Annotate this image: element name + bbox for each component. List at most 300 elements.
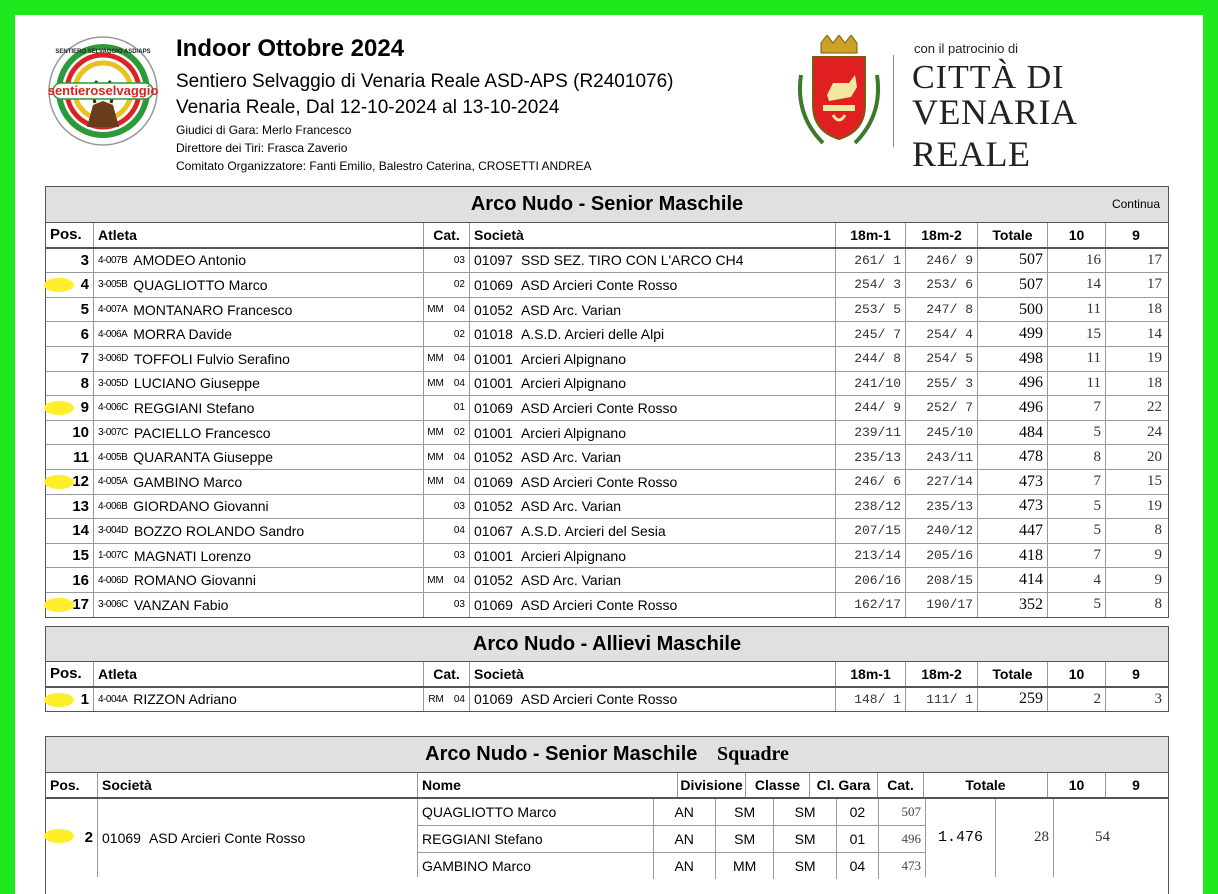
table-row (46, 470, 1168, 495)
results-page (15, 15, 1203, 894)
row-18m-1: 253/ 5 (836, 298, 906, 322)
row-9: 24 (1147, 424, 1162, 441)
row-18m-2: 205/16 (906, 544, 978, 568)
societa-code: 01069 (474, 399, 513, 416)
row-societa (470, 688, 836, 712)
table-row (46, 544, 1168, 569)
row-10: 11 (1048, 347, 1106, 371)
table-title-suffix: Squadre (716, 743, 789, 765)
athlete-name: GAMBINO Marco (133, 473, 243, 490)
row-cat-value: 03 (453, 599, 465, 611)
societa-name: ASD Arcieri Conte Rosso (520, 399, 678, 416)
row-cat (424, 688, 470, 712)
athlete-name: PACIELLO Francesco (133, 424, 271, 441)
row-totale: 484 (978, 421, 1048, 445)
row-cat (424, 347, 470, 371)
row-pos (46, 688, 94, 712)
athlete-code: 4-007A (98, 304, 128, 316)
row-18m-2: 190/17 (906, 593, 978, 617)
member-score: 496 (901, 830, 921, 846)
row-9: 22 (1147, 399, 1162, 416)
col-10: 10 (1048, 223, 1106, 247)
row-10: 7 (1048, 544, 1106, 568)
row-totale: 507 (978, 249, 1048, 273)
societa-name: A.S.D. Arcieri delle Alpi (520, 326, 665, 343)
row-cat-value: 04 (453, 451, 465, 463)
row-pos-value: 12 (72, 473, 89, 491)
row-pos (46, 322, 94, 346)
athlete-name: VANZAN Fabio (133, 596, 229, 613)
col-pos: Pos. (46, 662, 94, 686)
athlete-code: 4-006C (98, 402, 128, 414)
row-18m-1: 246/ 6 (836, 470, 906, 494)
row-9: 18 (1147, 301, 1162, 318)
athlete-name: AMODEO Antonio (133, 252, 247, 269)
row-18m-1: 148/ 1 (836, 688, 906, 712)
row-pos-value: 9 (80, 399, 89, 417)
club-logo (47, 35, 159, 147)
col-totale: Totale (924, 773, 1048, 797)
row-cat-value: 03 (453, 254, 465, 266)
row-cat (424, 372, 470, 396)
row-pos (46, 372, 94, 396)
row-9: 3 (1154, 690, 1162, 707)
col-10: 10 (1048, 773, 1106, 797)
col-cl-gara: Cl. Gara (810, 773, 878, 797)
member-divisione: AN (654, 799, 716, 825)
row-pos (46, 470, 94, 494)
table-row (46, 688, 1168, 712)
row-pos (46, 396, 94, 420)
row-societa (470, 372, 836, 396)
row-10: 5 (1048, 421, 1106, 445)
row-10: 5 (1048, 593, 1106, 617)
patronage-label: con il patrocinio di (914, 41, 1019, 56)
table-body (46, 688, 1168, 712)
col-totale: Totale (978, 223, 1048, 247)
row-pos-value: 1 (80, 690, 89, 708)
societa-code: 01001 (474, 375, 513, 392)
athlete-name: RIZZON Adriano (133, 691, 237, 708)
row-pos-value: 8 (80, 374, 89, 392)
row-18m-2: 253/ 6 (906, 273, 978, 297)
results-table-senior (45, 186, 1169, 618)
results-table-allievi (45, 626, 1169, 712)
athlete-code: 3-007C (98, 427, 128, 439)
member-name: GAMBINO Marco (418, 853, 654, 879)
table-row (46, 396, 1168, 421)
societa-name: Arcieri Alpignano (520, 547, 626, 564)
table-row (46, 298, 1168, 323)
row-cat (424, 445, 470, 469)
row-10: 7 (1048, 396, 1106, 420)
societa-code: 01069 (474, 473, 513, 490)
row-pos (46, 519, 94, 543)
city-name-line2: VENARIA REALE (912, 92, 1076, 174)
societa-name: ASD Arc. Varian (520, 572, 622, 589)
societa-code: 01097 (474, 252, 513, 269)
team-member-row (418, 853, 925, 879)
row-10: 4 (1048, 568, 1106, 592)
row-atleta (94, 470, 424, 494)
row-pos-value: 16 (72, 571, 89, 589)
col-societa: Società (98, 773, 418, 797)
row-18m-1: 261/ 1 (836, 249, 906, 273)
row-cat (424, 568, 470, 592)
col-classe: Classe (746, 773, 810, 797)
table-header-row (46, 662, 1168, 688)
row-pos-value: 4 (80, 276, 89, 294)
athlete-code: 4-004A (98, 693, 128, 705)
row-atleta (94, 568, 424, 592)
row-cat-value: 02 (453, 279, 465, 291)
row-cat (424, 273, 470, 297)
col-10: 10 (1048, 662, 1106, 686)
row-pos (46, 421, 94, 445)
city-name-line1: CITTÀ DI (912, 59, 1065, 96)
row-cat-value: 02 (453, 427, 465, 439)
member-cat: 04 (837, 853, 879, 879)
athlete-code: 3-006C (98, 599, 128, 611)
team-10: 28 (996, 799, 1054, 877)
member-cl-gara: SM (774, 799, 836, 825)
row-9: 14 (1147, 325, 1162, 342)
row-totale: 496 (978, 396, 1048, 420)
row-totale: 447 (978, 519, 1048, 543)
athlete-name: LUCIANO Giuseppe (133, 375, 260, 392)
table-row (46, 421, 1168, 446)
athlete-name: ROMANO Giovanni (133, 572, 256, 589)
row-cat-value: 04 (453, 304, 465, 316)
col-9: 9 (1132, 776, 1140, 793)
row-class: MM (427, 353, 444, 365)
event-dates: Venaria Reale, Dal 12-10-2024 al 13-10-2024 (176, 97, 560, 118)
row-18m-1: 239/11 (836, 421, 906, 445)
row-9: 9 (1154, 547, 1162, 564)
row-atleta (94, 495, 424, 519)
judges-line: Giudici di Gara: Merlo Francesco (176, 123, 352, 137)
athlete-name: BOZZO ROLANDO Sandro (133, 522, 305, 539)
athlete-name: MONTANARO Francesco (133, 301, 293, 318)
row-cat-value: 04 (453, 353, 465, 365)
athlete-code: 3-004D (98, 525, 128, 537)
societa-name: ASD Arcieri Conte Rosso (520, 596, 678, 613)
societa-code: 01052 (474, 301, 513, 318)
row-pos (46, 445, 94, 469)
city-emblem (793, 35, 885, 153)
row-societa (470, 445, 836, 469)
col-pos: Pos. (46, 773, 98, 797)
director-line: Direttore dei Tiri: Frasca Zaverio (176, 141, 348, 155)
row-10: 14 (1048, 273, 1106, 297)
results-table-teams (45, 736, 1169, 894)
team-soc-name: ASD Arcieri Conte Rosso (148, 829, 306, 846)
member-cat: 01 (837, 826, 879, 852)
col-totale: Totale (978, 662, 1048, 686)
row-class: MM (427, 476, 444, 488)
row-9: 8 (1154, 596, 1162, 613)
athlete-name: MORRA Davide (133, 326, 233, 343)
row-9: 20 (1147, 448, 1162, 465)
highlight-mark (44, 475, 74, 489)
row-class: RM (428, 693, 444, 705)
row-pos-value: 5 (80, 301, 89, 319)
athlete-code: 4-006B (98, 500, 128, 512)
row-totale: 500 (978, 298, 1048, 322)
row-cat (424, 249, 470, 273)
row-18m-1: 238/12 (836, 495, 906, 519)
row-totale: 418 (978, 544, 1048, 568)
highlight-mark (44, 278, 74, 292)
row-class: MM (427, 427, 444, 439)
athlete-code: 4-006A (98, 328, 128, 340)
row-totale: 499 (978, 322, 1048, 346)
athlete-name: QUAGLIOTTO Marco (133, 276, 268, 293)
member-cat: 02 (837, 799, 879, 825)
societa-name: ASD Arc. Varian (520, 449, 622, 466)
societa-code: 01052 (474, 572, 513, 589)
row-class: MM (427, 574, 444, 586)
societa-name: ASD Arcieri Conte Rosso (520, 276, 678, 293)
societa-code: 01052 (474, 449, 513, 466)
highlight-mark (44, 598, 74, 612)
row-10: 11 (1048, 372, 1106, 396)
table-row (46, 593, 1168, 617)
col-atleta: Atleta (94, 223, 424, 247)
continua-label: Continua (1111, 197, 1160, 211)
table-row (46, 372, 1168, 397)
row-societa (470, 347, 836, 371)
row-cat (424, 544, 470, 568)
row-totale: 498 (978, 347, 1048, 371)
member-score: 473 (901, 857, 921, 873)
table-row (46, 519, 1168, 544)
row-18m-2: 255/ 3 (906, 372, 978, 396)
row-cat (424, 593, 470, 617)
highlight-mark (44, 693, 74, 707)
row-societa (470, 519, 836, 543)
row-10: 2 (1048, 688, 1106, 712)
societa-name: Arcieri Alpignano (520, 350, 626, 367)
row-societa (470, 421, 836, 445)
row-pos (46, 273, 94, 297)
societa-code: 01069 (474, 596, 513, 613)
row-totale: 496 (978, 372, 1048, 396)
table-header-row (46, 223, 1168, 249)
row-societa (470, 298, 836, 322)
row-cat-value: 03 (453, 500, 465, 512)
row-pos-value: 6 (80, 325, 89, 343)
highlight-mark (44, 829, 74, 843)
societa-code: 01001 (474, 350, 513, 367)
row-atleta (94, 445, 424, 469)
row-atleta (94, 519, 424, 543)
team-pos-value: 2 (84, 829, 93, 847)
row-cat-value: 04 (453, 574, 465, 586)
row-societa (470, 544, 836, 568)
row-18m-1: 207/15 (836, 519, 906, 543)
row-10: 5 (1048, 519, 1106, 543)
event-header (176, 35, 673, 175)
row-cat (424, 298, 470, 322)
table-header-row (46, 773, 1168, 799)
societa-name: Arcieri Alpignano (520, 375, 626, 392)
member-classe: SM (716, 799, 775, 825)
row-totale: 473 (978, 495, 1048, 519)
club-logo-text: sentieroselvaggio (47, 83, 159, 98)
col-18m-2: 18m-2 (906, 662, 978, 686)
row-18m-1: 254/ 3 (836, 273, 906, 297)
row-10: 15 (1048, 322, 1106, 346)
member-divisione: AN (654, 826, 716, 852)
societa-name: ASD Arcieri Conte Rosso (520, 473, 678, 490)
member-name: QUAGLIOTTO Marco (418, 799, 654, 825)
committee-line: Comitato Organizzatore: Fanti Emilio, Balestro Caterina, CROSETTI ANDREA (176, 159, 592, 173)
athlete-name: MAGNATI Lorenzo (133, 547, 252, 564)
row-10: 16 (1048, 249, 1106, 273)
row-18m-2: 246/ 9 (906, 249, 978, 273)
societa-code: 01052 (474, 498, 513, 515)
table-row (46, 568, 1168, 593)
row-totale: 478 (978, 445, 1048, 469)
col-9: 9 (1132, 226, 1140, 243)
col-18m-2: 18m-2 (906, 223, 978, 247)
col-divisione: Divisione (678, 773, 746, 797)
athlete-code: 3-006D (98, 353, 128, 365)
member-name: REGGIANI Stefano (418, 826, 654, 852)
row-societa (470, 568, 836, 592)
row-totale: 473 (978, 470, 1048, 494)
row-atleta (94, 421, 424, 445)
row-totale: 352 (978, 593, 1048, 617)
table-row (46, 249, 1168, 274)
row-class: MM (427, 377, 444, 389)
col-societa: Società (470, 223, 836, 247)
row-societa (470, 593, 836, 617)
team-member-row (418, 826, 925, 853)
member-cl-gara: SM (774, 826, 836, 852)
row-atleta (94, 298, 424, 322)
row-9: 15 (1147, 473, 1162, 490)
row-18m-1: 213/14 (836, 544, 906, 568)
row-pos (46, 347, 94, 371)
row-societa (470, 470, 836, 494)
row-18m-2: 227/14 (906, 470, 978, 494)
societa-code: 01067 (474, 522, 513, 539)
row-9: 17 (1147, 276, 1162, 293)
societa-code: 01018 (474, 326, 513, 343)
member-classe: SM (716, 826, 775, 852)
row-10: 7 (1048, 470, 1106, 494)
table-title-text: Arco Nudo - Senior Maschile (425, 743, 698, 765)
row-18m-1: 162/17 (836, 593, 906, 617)
row-pos (46, 298, 94, 322)
row-pos (46, 495, 94, 519)
member-divisione: AN (654, 853, 716, 879)
row-totale: 414 (978, 568, 1048, 592)
row-atleta (94, 688, 424, 712)
row-pos-value: 3 (80, 251, 89, 269)
col-atleta: Atleta (94, 662, 424, 686)
row-atleta (94, 347, 424, 371)
row-atleta (94, 544, 424, 568)
row-9: 19 (1147, 350, 1162, 367)
col-pos: Pos. (46, 223, 94, 247)
row-totale: 259 (978, 688, 1048, 712)
row-pos (46, 544, 94, 568)
athlete-code: 4-005A (98, 476, 128, 488)
row-18m-1: 244/ 9 (836, 396, 906, 420)
city-divider (893, 55, 894, 147)
athlete-code: 1-007C (98, 550, 128, 562)
row-atleta (94, 273, 424, 297)
row-cat (424, 519, 470, 543)
row-atleta (94, 372, 424, 396)
row-18m-1: 206/16 (836, 568, 906, 592)
athlete-name: GIORDANO Giovanni (133, 498, 269, 515)
row-cat (424, 495, 470, 519)
table-row (46, 347, 1168, 372)
team-pos (46, 799, 98, 877)
club-logo-ring-text: SENTIERO SELVAGGIO ASD/APS (55, 49, 151, 55)
team-row (46, 799, 1168, 877)
societa-name: ASD Arcieri Conte Rosso (520, 691, 678, 708)
societa-code: 01069 (474, 691, 513, 708)
row-pos-value: 17 (72, 596, 89, 614)
row-pos-value: 10 (72, 424, 89, 442)
row-pos-value: 11 (73, 448, 89, 466)
row-18m-2: 111/ 1 (906, 688, 978, 712)
athlete-name: QUARANTA Giuseppe (133, 449, 274, 466)
societa-code: 01001 (474, 547, 513, 564)
row-18m-2: 208/15 (906, 568, 978, 592)
col-9: 9 (1132, 665, 1140, 682)
societa-name: ASD Arc. Varian (520, 301, 622, 318)
row-societa (470, 249, 836, 273)
col-societa: Società (470, 662, 836, 686)
row-10: 11 (1048, 298, 1106, 322)
societa-name: A.S.D. Arcieri del Sesia (520, 522, 666, 539)
row-cat (424, 396, 470, 420)
row-cat-value: 03 (453, 550, 465, 562)
row-cat-value: 04 (453, 693, 465, 705)
event-title: Indoor Ottobre 2024 (176, 35, 405, 62)
col-cat: Cat. (878, 773, 924, 797)
table-title: Arco Nudo - Allievi Maschile (46, 627, 1168, 662)
team-member-row (418, 799, 925, 826)
table-title-text: Arco Nudo - Senior Maschile (470, 193, 744, 215)
row-cat-value: 01 (453, 402, 465, 414)
row-pos-value: 7 (80, 350, 89, 368)
team-societa (98, 799, 418, 877)
row-9: 17 (1147, 251, 1162, 268)
row-9: 9 (1154, 571, 1162, 588)
societa-name: SSD SEZ. TIRO CON L'ARCO CH4 (520, 252, 744, 269)
row-pos (46, 249, 94, 273)
col-nome: Nome (418, 773, 678, 797)
societa-name: Arcieri Alpignano (520, 424, 626, 441)
row-atleta (94, 593, 424, 617)
row-18m-2: 235/13 (906, 495, 978, 519)
row-atleta (94, 249, 424, 273)
member-score: 507 (901, 803, 921, 819)
col-cat: Cat. (424, 223, 470, 247)
row-18m-1: 245/ 7 (836, 322, 906, 346)
row-cat (424, 470, 470, 494)
row-10: 5 (1048, 495, 1106, 519)
societa-code: 01069 (474, 276, 513, 293)
row-cat-value: 04 (453, 377, 465, 389)
